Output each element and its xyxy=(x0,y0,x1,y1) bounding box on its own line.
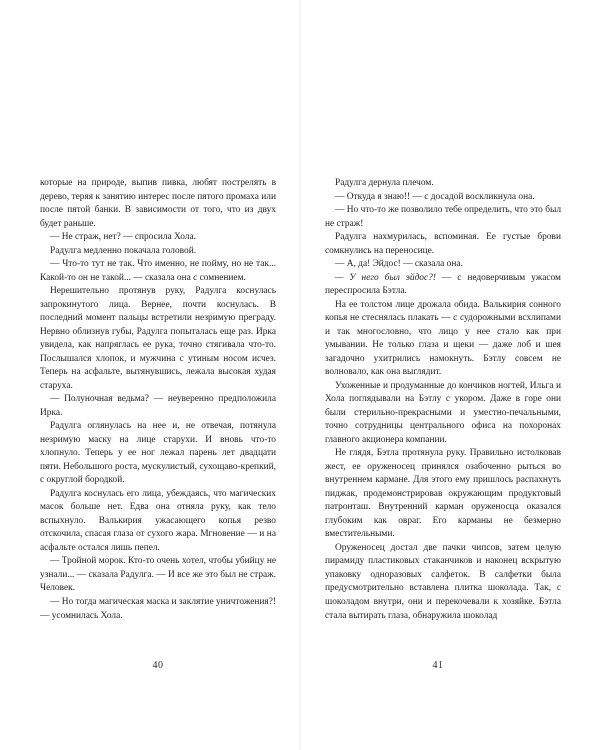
paragraph: Радулга коснулась его лица, убеждаясь, что магических масок больше нет. Едва она отняла руку, как тело вспыхнуло. Валькирия ужасающего копья резво отскочила, спасая глаза от сухого жара. Мгновение — и на асфальте остался лишь пепел. xyxy=(40,488,276,553)
page-number-left: 40 xyxy=(152,660,164,671)
paragraph: Ухоженные и продуманные до кончиков ногтей, Ильга и Хола поглядывали на Бэтлу с укором. Даже в горе они были стерильно-прекрасными и уместно-печальными, точно сотрудницы центрального офиса на похоронах главного акционера компании. xyxy=(325,380,561,445)
paragraph: которые на природе, выпив пивка, любят пострелять в дерево, теряя к занятию интерес после пятого промаха или после пятой банки. В зависимости от того, что из двух будет раньше. xyxy=(40,178,276,229)
paragraph: Радулга дернула плечом. xyxy=(335,178,434,188)
right-page-text xyxy=(325,177,561,623)
page-number-right: 41 xyxy=(432,660,444,671)
paragraph: — Не страж, нет? — спросила Хола. xyxy=(50,232,196,243)
paragraph: Радулга оглянулась на нее и, не отвечая, потянула незримую маску на лице старухи. И вновь что-то хлопнуло. Теперь у ее ног лежал парень лет двадцати пяти. Небольшого роста, мускулистый, сухощаво-крепкий, с округлой бородкой. xyxy=(40,421,276,486)
paragraph: Нерешительно протянув руку, Радулга коснулась запрокинутого лица. Вернее, почти коснулась. В последний момент пальцы встретили незримую преграду. Нервно облизнув губы, Радулга попыталась еще раз. Ирка увидела, как напряглась ее рука, точно стягивала что-то. Послышался хлопок, и мужчина с утиным носом исчез. Теперь на асфальте, вытянувшись, лежала высокая худая старуха. xyxy=(40,286,276,391)
paragraph: — Что-то тут не так. Что именно, не пойму, но не так... Какой-то он не такой... — сказала она с сомнением. xyxy=(40,259,276,283)
speech-attribution: — с недоверчивым ужасом переспросила Бэтла. xyxy=(325,272,561,297)
paragraph: Радулга нахмурилась, вспоминая. Ее густые брови сомкнулись на переносице. xyxy=(325,232,561,256)
book-gutter xyxy=(299,0,301,750)
paragraph: На ее толстом лице дрожала обида. Валькирия сонного копья не стеснялась плакать — с судорожными всхлипами и так многословно, что лицо у нее стало как при умывании. Не только глаза и щеки — даже лоб и шея загадочно ухитрились намокнуть. Бэтлу совсем не волновало, как она выглядит. xyxy=(325,299,561,378)
paragraph: — Полуночная ведьма? — неуверенно предположила Ирка. xyxy=(40,394,276,418)
paragraph: — Тройной морок. Кто-то очень хотел, чтобы убийцу не узнали... — сказала Радулга. — И все же это был не страж. Человек. xyxy=(40,556,276,594)
paragraph xyxy=(325,272,561,299)
paragraph: — Но тогда магическая маска и заклятие уничтожения?! — усомнилась Хола. xyxy=(40,596,276,621)
left-page-text xyxy=(40,177,276,623)
paragraph: Оруженосец достал две пачки чипсов, затем целую пирамиду пластиковых стаканчиков и наконец вскрытую упаковку одноразовых салфеток. В салфетки была предусмотрительно вставлена плитка шоколада. Так, с шоколадом внутри, они и перекочевали к хозяйке. Бэтла стала вытирать глаза, обнаружила шоколад xyxy=(325,542,561,621)
paragraph: — А, да! Эйдос! — сказала она. xyxy=(335,259,463,270)
paragraph: — Откуда я знаю!! — с досадой воскликнула она. xyxy=(335,191,535,202)
paragraph: Не глядя, Бэтла протянула руку. Правильно истолковав жест, ее оруженосец принялся озабоченно рыться во внутреннем кармане. Для этого ему пришлось распахнуть пиджак, продемонстрировав окружающим продуктовый патронташ. Внутренний карман оруженосца оказался глубоким как овраг. Его карманы не безмерно вместительными. xyxy=(325,448,561,540)
paragraph: — Но что-то же позволило тебе определить, что это был не страж! xyxy=(325,205,561,229)
paragraph: Радулга медленно покачала головой. xyxy=(50,245,197,256)
italic-speech: — У него был эйдос?! xyxy=(335,272,436,283)
